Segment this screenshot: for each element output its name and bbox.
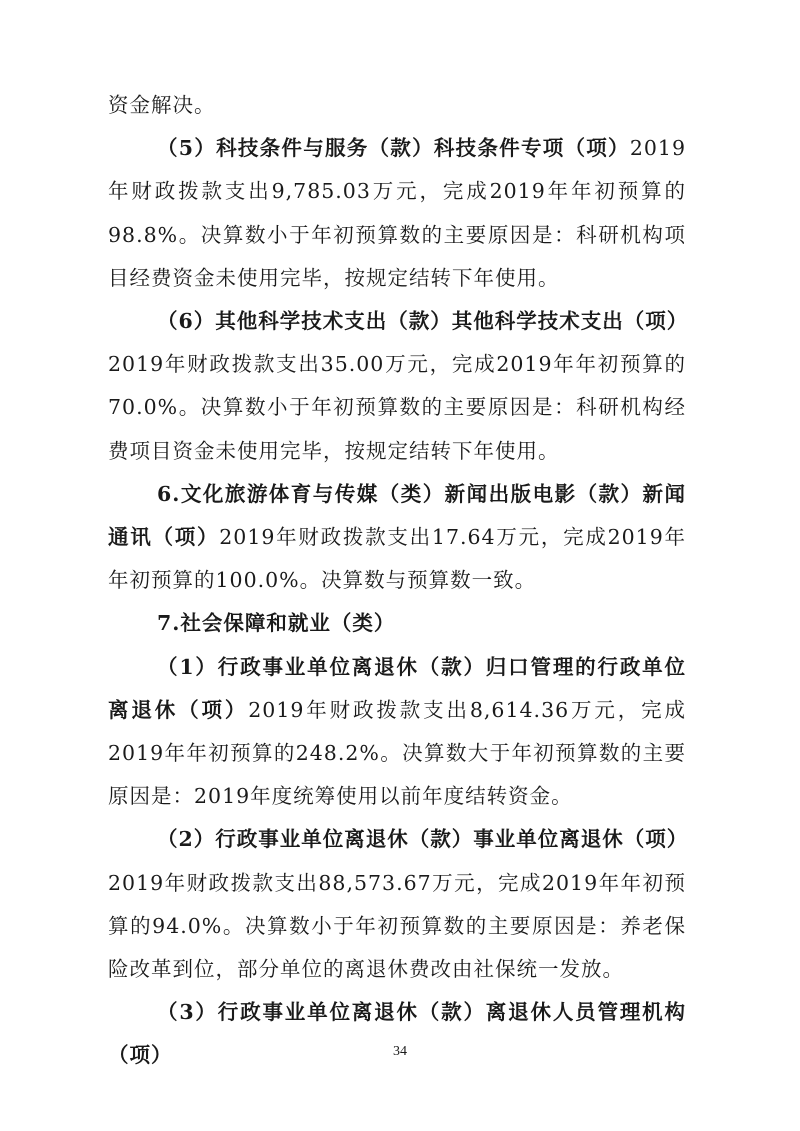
- section-heading-social-security: [108, 602, 686, 645]
- paragraph-heading: 7.社会保障和就业（类）: [157, 611, 396, 636]
- paragraph-text: 2019年财政拨款支出17.64万元，完成2019年年初预算的100.0%。决算数与预算数一致。: [108, 525, 687, 593]
- paragraph-retiree-management: [108, 991, 686, 1077]
- paragraph-text: 2019年财政拨款支出35.00万元，完成2019年年初预算的70.0%。决算数小于年初预算数的主要原因是：科研机构经费项目资金未使用完毕，按规定结转下年使用。: [108, 352, 686, 463]
- paragraph-heading: （1）行政事业单位离退休（款）归口管理的行政单位离退休（项）: [108, 654, 686, 722]
- paragraph-other-science: [108, 300, 689, 473]
- paragraph-text: 2019年财政拨款支出8,614.36万元，完成2019年年初预算的248.2%。决算数大于年初预算数的主要原因是：2019年度统筹使用以前年度结转资金。: [108, 697, 687, 809]
- paragraph-institution-retirement: [108, 818, 689, 991]
- paragraph-text: 资金解决。: [108, 93, 216, 117]
- paragraph-culture-media: [108, 473, 686, 603]
- paragraph-text: 2019年财政拨款支出88,573.67万元，完成2019年年初预算的94.0%。决算数小于年初预算数的主要原因是：养老保险改革到位，部分单位的离退休费改由社保统一发放。: [108, 870, 686, 982]
- paragraph-heading: （2）行政事业单位离退休（款）事业单位离退休（项）: [157, 827, 689, 852]
- paragraph-continuation: [108, 84, 686, 127]
- document-body: [108, 84, 689, 1078]
- paragraph-heading: （3）行政事业单位离退休（款）离退休人员管理机构（项）: [108, 1000, 686, 1068]
- paragraph-text: 2019年财政拨款支出9,785.03万元，完成2019年年初预算的98.8%。决算数小于年初预算数的主要原因是：科研机构项目经费资金未使用完毕，按规定结转下年使用。: [108, 136, 686, 290]
- paragraph-heading: （5）科技条件与服务（款）科技条件专项（项）: [157, 136, 630, 161]
- paragraph-admin-retirement: [108, 646, 686, 819]
- paragraph-heading: （6）其他科学技术支出（款）其他科学技术支出（项）: [157, 309, 689, 334]
- page-number: 34: [393, 1044, 407, 1059]
- paragraph-science-conditions: [108, 127, 686, 300]
- paragraph-heading: 6.文化旅游体育与传媒（类）新闻出版电影（款）新闻通讯（项）: [108, 481, 686, 550]
